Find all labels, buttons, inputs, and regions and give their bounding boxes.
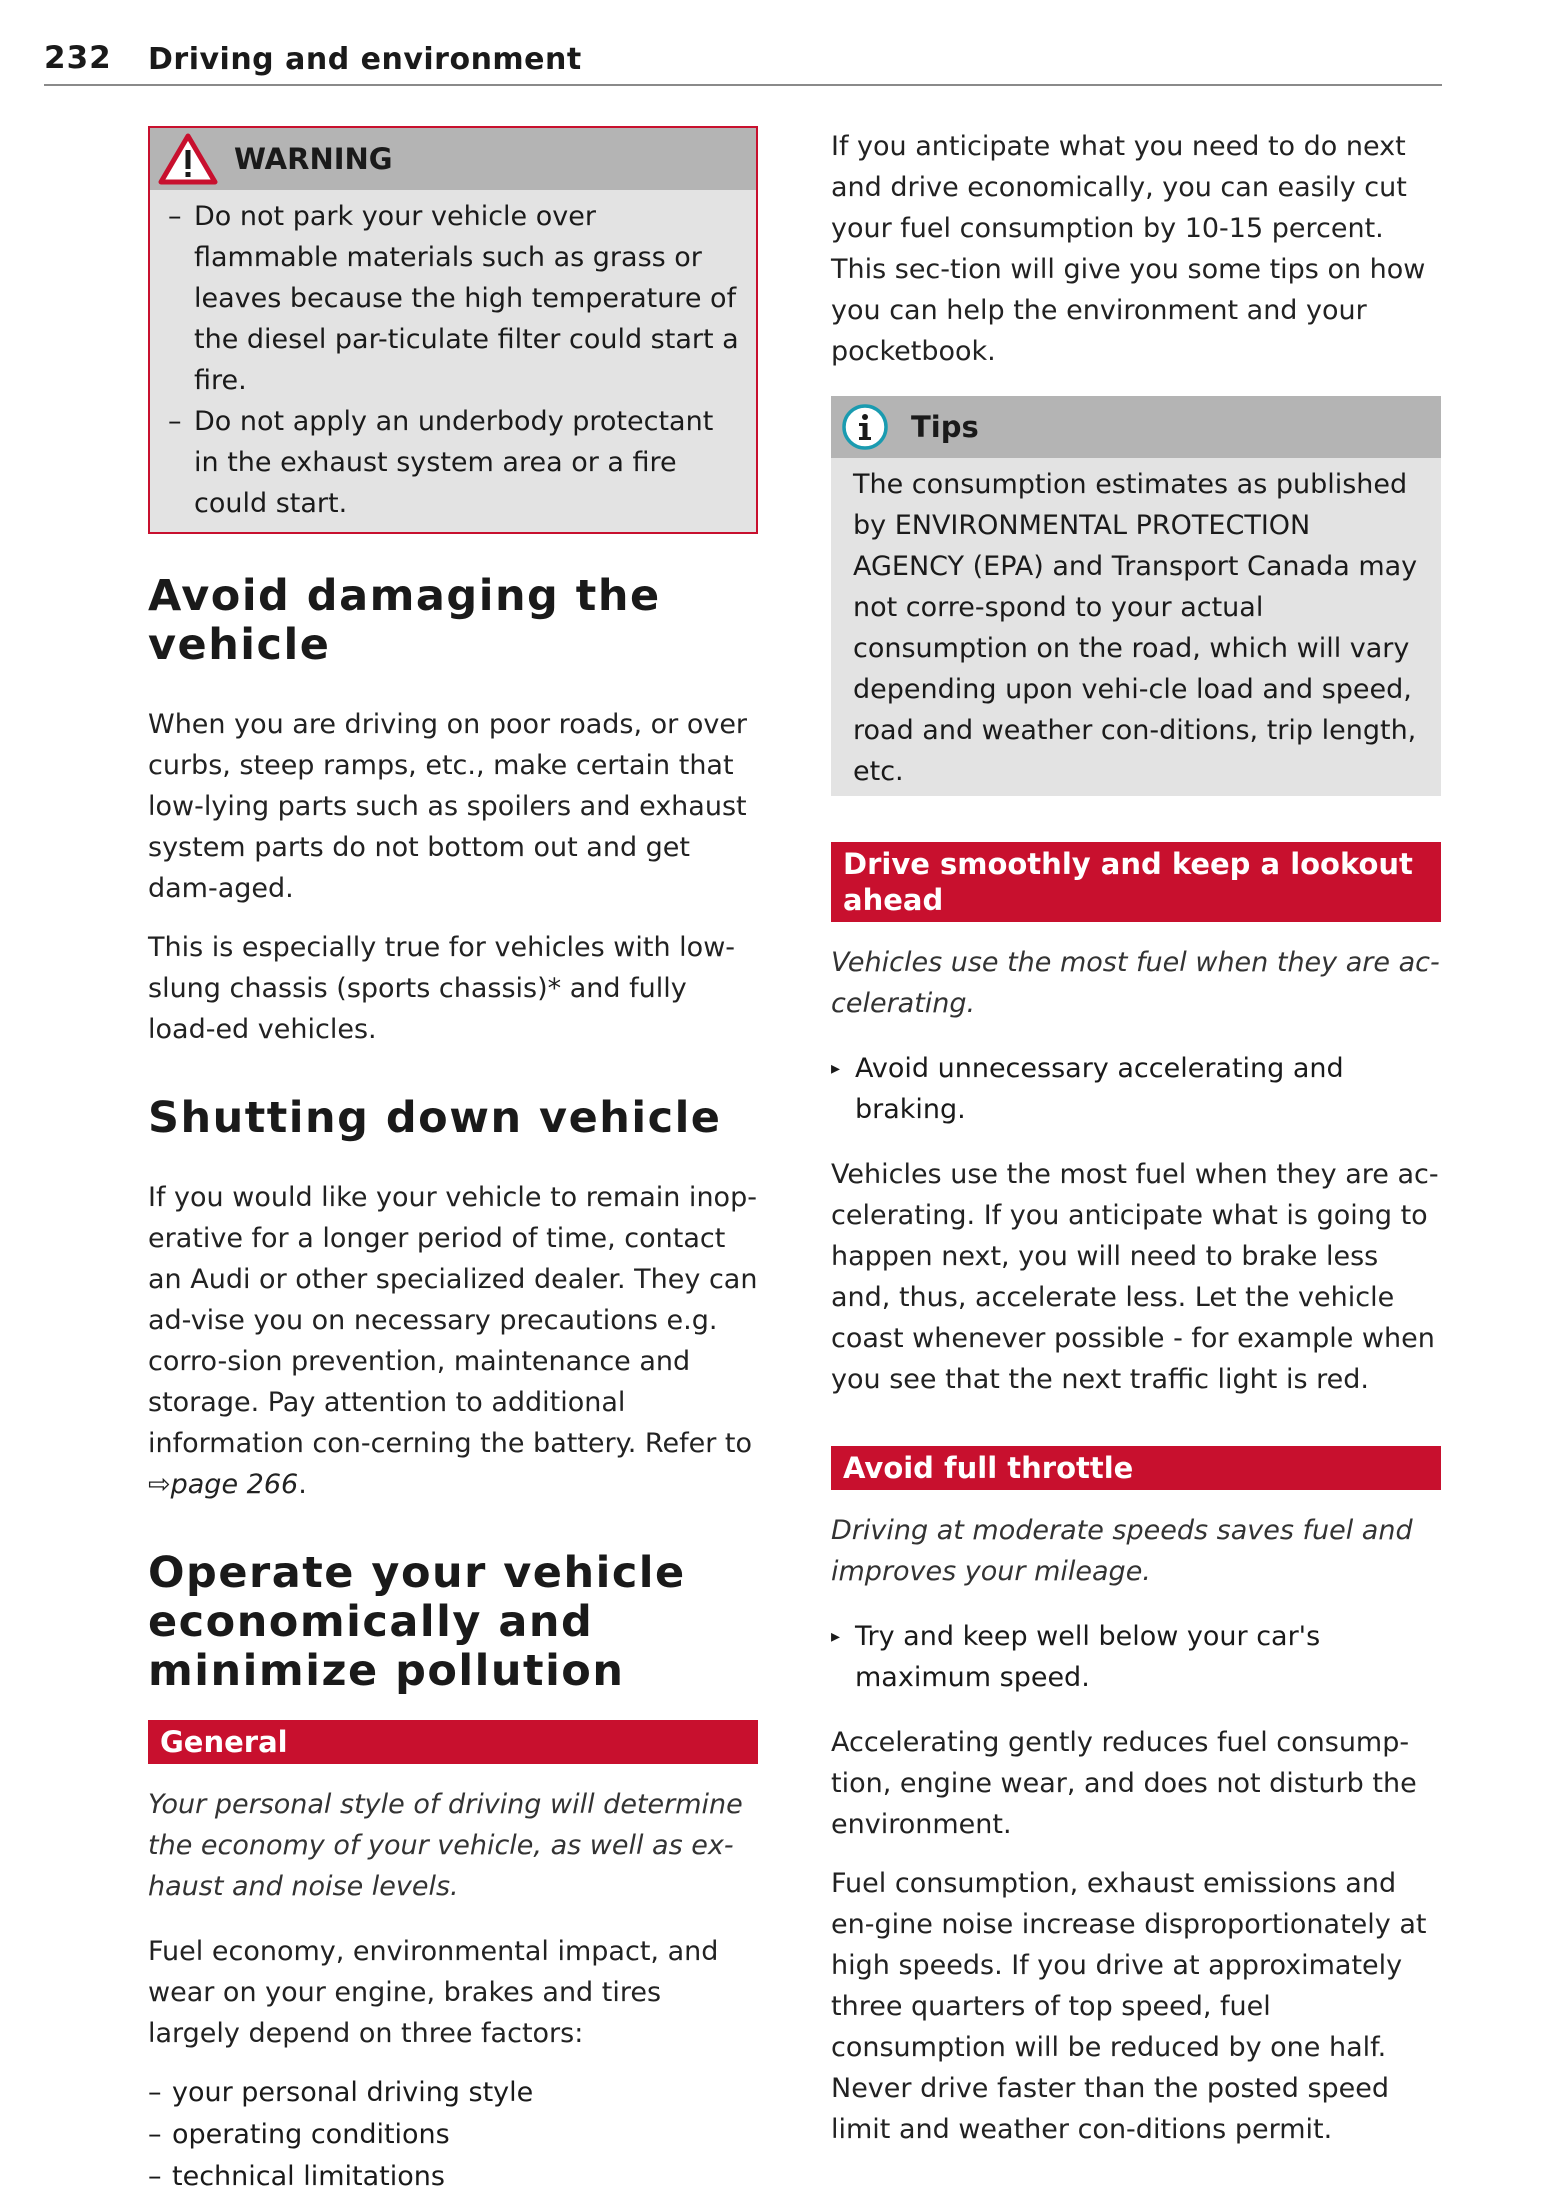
drive-smoothly-paragraph: Vehicles use the most fuel when they are ac-celerating. If you anticipate what is going to happen next, you will need to brake less and, thus, accelerate less. Let the vehicle coast whenever possible - for example when you see that the next traffic light is red. — [831, 1159, 1439, 1395]
warning-item-text: Do not park your vehicle over flammable materials such as grass or leaves because the high temperature of the diesel par-ticulate filter could start a fire. — [194, 201, 739, 396]
page-reference-link[interactable]: page 266 — [170, 1469, 299, 1500]
drive-smoothly-intro: Vehicles use the most fuel when they are ac-celerating. — [831, 947, 1440, 1019]
tips-header — [831, 396, 1441, 458]
right-column — [831, 126, 1441, 2168]
full-throttle-intro: Driving at moderate speeds saves fuel and improves your mileage. — [831, 1515, 1413, 1587]
warning-item — [168, 196, 740, 401]
page-number: 232 — [44, 40, 112, 76]
chapter-title: Driving and environment — [148, 42, 582, 77]
tips-title: Tips — [911, 410, 979, 444]
full-throttle-paragraph: Fuel consumption, exhaust emissions and en-gine noise increase disproportionately at high speeds. If you drive at approximately three quarters of top speed, fuel consumption will be reduced by one half. Never drive faster than the posted speed limit and weather con-ditions permit. — [831, 1868, 1427, 2145]
list-item — [148, 2072, 758, 2114]
list-item — [148, 2156, 758, 2198]
sentence-end: . — [298, 1469, 307, 1500]
warning-box — [148, 126, 758, 534]
dash-marker: – — [168, 201, 182, 232]
economy-intro-paragraph: If you anticipate what you need to do next and drive economically, you can easily cut your fuel consumption by 10-15 percent. This sec-tion will give you some tips on how you can help the environment and your pocketbook. — [831, 131, 1426, 367]
bullet-text: Avoid unnecessary accelerating and braking. — [855, 1053, 1344, 1125]
warning-item-text: Do not apply an underbody protectant in the exhaust system area or a fire could start. — [194, 406, 714, 519]
bullet-arrow-icon: ▸ — [831, 1058, 841, 1079]
warning-triangle-icon — [158, 133, 218, 185]
dash-marker: – — [148, 2161, 162, 2192]
section-bar-full-throttle: Avoid full throttle — [831, 1446, 1441, 1490]
heading-shutting-down: Shutting down vehicle — [148, 1093, 722, 1143]
warning-body — [150, 190, 756, 532]
page-header — [44, 40, 1442, 86]
bullet-text: Try and keep well below your car's maximum speed. — [855, 1621, 1321, 1693]
factors-list — [148, 2072, 758, 2198]
heading-avoid-damaging: Avoid damaging the vehicle — [148, 571, 661, 670]
shutting-down-paragraph — [148, 1177, 758, 1505]
general-paragraph: Fuel economy, environmental impact, and wear on your engine, brakes and tires largely depend on three factors: — [148, 1936, 719, 2049]
arrow-right-icon: ⇨ — [148, 1469, 171, 1500]
warning-item — [168, 401, 740, 524]
warning-header — [150, 128, 756, 190]
info-icon — [841, 403, 889, 451]
general-intro: Your personal style of driving will determine the economy of your vehicle, as well as ex-haust and noise levels. — [148, 1789, 743, 1902]
avoid-damaging-paragraph: When you are driving on poor roads, or over curbs, steep ramps, etc., make certain that low-lying parts such as spoilers and exhaust system parts do not bottom out and get dam-aged. — [148, 709, 748, 904]
shutting-down-text: If you would like your vehicle to remain inop-erative for a longer period of time, contact an Audi or other specialized dealer. They can ad-vise you on necessary precautions e.g. corro-sion prevention, maintenance and storage. Pay attention to additional information con-cerning the battery. Refer to — [148, 1182, 758, 1459]
dash-marker: – — [148, 2077, 162, 2108]
tips-box — [831, 396, 1441, 796]
left-column — [148, 126, 758, 2198]
list-item — [148, 2114, 758, 2156]
avoid-damaging-paragraph: This is especially true for vehicles with low-slung chassis (sports chassis)* and fully load-ed vehicles. — [148, 932, 736, 1045]
bullet-item — [831, 1616, 1441, 1698]
list-item-text: technical limitations — [172, 2161, 445, 2192]
warning-title: WARNING — [234, 142, 393, 176]
section-bar-general: General — [148, 1720, 758, 1764]
dash-marker: – — [168, 406, 182, 437]
list-item-text: operating conditions — [172, 2119, 450, 2150]
bullet-item — [831, 1048, 1441, 1130]
tips-body: The consumption estimates as published by ENVIRONMENTAL PROTECTION AGENCY (EPA) and Transport Canada may not corre-spond to your actual consumption on the road, which will vary depending upon vehi-cle load and speed, road and weather con-ditions, trip length, etc. — [853, 469, 1418, 787]
bullet-arrow-icon: ▸ — [831, 1626, 841, 1647]
section-bar-drive-smoothly: Drive smoothly and keep a lookout ahead — [831, 842, 1441, 922]
list-item-text: your personal driving style — [172, 2077, 534, 2108]
full-throttle-paragraph: Accelerating gently reduces fuel consump-tion, engine wear, and does not disturb the environment. — [831, 1727, 1417, 1840]
heading-operate-economically: Operate your vehicle economically and minimize pollution — [148, 1548, 686, 1696]
dash-marker: – — [148, 2119, 162, 2150]
